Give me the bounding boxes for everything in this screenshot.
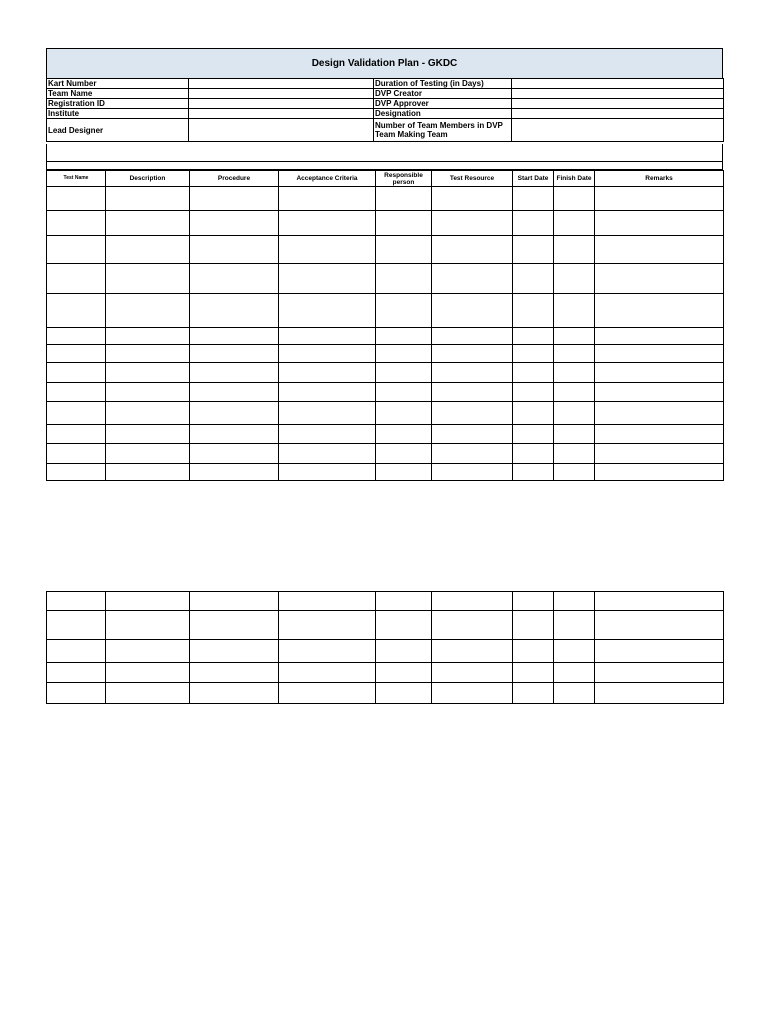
table-cell[interactable] [595,464,724,481]
team-name-label: Team Name [47,89,189,99]
table-cell[interactable] [279,444,376,464]
table-cell[interactable] [376,211,432,236]
table-cell[interactable] [279,663,376,683]
table-cell[interactable] [595,236,724,264]
table-cell[interactable] [279,345,376,363]
header-responsible-person: Responsible person [376,171,432,187]
table-cell[interactable] [513,383,554,402]
table-cell[interactable] [106,383,190,402]
table-cell[interactable] [513,444,554,464]
table-cell[interactable] [432,211,513,236]
table-cell[interactable] [47,402,106,425]
table-cell[interactable] [47,444,106,464]
table-cell[interactable] [376,402,432,425]
table-cell[interactable] [279,383,376,402]
table-cell[interactable] [106,211,190,236]
table-cell[interactable] [432,402,513,425]
info-row [47,109,724,119]
table-cell[interactable] [595,640,724,663]
table-cell[interactable] [106,640,190,663]
table-cell[interactable] [106,363,190,383]
table-cell[interactable] [190,640,279,663]
kart-number-value[interactable] [189,79,374,89]
table-row [47,444,724,464]
table-cell[interactable] [106,663,190,683]
table-cell[interactable] [279,328,376,345]
team-members-value[interactable] [512,119,724,142]
designation-value[interactable] [512,109,724,119]
table-row [47,294,724,328]
table-cell[interactable] [513,264,554,294]
table-cell[interactable] [432,363,513,383]
table-cell[interactable] [554,294,595,328]
table-cell[interactable] [432,444,513,464]
table-cell[interactable] [554,236,595,264]
table-cell[interactable] [47,328,106,345]
dvp-creator-value[interactable] [512,89,724,99]
dvp-approver-value[interactable] [512,99,724,109]
registration-id-label: Registration ID [47,99,189,109]
table-cell[interactable] [190,444,279,464]
table-cell[interactable] [595,345,724,363]
team-members-label: Number of Team Members in DVP Team Making Team [374,119,512,142]
table-cell[interactable] [376,363,432,383]
table-cell[interactable] [106,294,190,328]
table-cell[interactable] [554,345,595,363]
table-cell[interactable] [595,328,724,345]
blank-row [46,162,723,170]
table-cell[interactable] [47,464,106,481]
table-cell[interactable] [513,640,554,663]
table-cell[interactable] [513,611,554,640]
info-row [47,79,724,89]
info-row [47,99,724,109]
table-cell[interactable] [47,383,106,402]
table-cell[interactable] [47,363,106,383]
table-cell[interactable] [106,345,190,363]
registration-id-value[interactable] [189,99,374,109]
table-row [47,187,724,211]
table-cell[interactable] [554,402,595,425]
table-row [47,383,724,402]
table-cell[interactable] [376,464,432,481]
header-procedure: Procedure [190,171,279,187]
institute-value[interactable] [189,109,374,119]
test-table [46,170,723,481]
table-cell[interactable] [106,328,190,345]
table-cell[interactable] [595,264,724,294]
table-cell[interactable] [595,363,724,383]
table-cell[interactable] [513,663,554,683]
table-cell[interactable] [190,425,279,444]
table-cell[interactable] [47,663,106,683]
blank-row [46,144,723,162]
table-cell[interactable] [190,683,279,704]
table-cell[interactable] [554,211,595,236]
table-cell[interactable] [190,592,279,611]
table-cell[interactable] [513,236,554,264]
table-cell[interactable] [279,464,376,481]
table-cell[interactable] [554,663,595,683]
table-cell[interactable] [376,592,432,611]
table-cell[interactable] [47,640,106,663]
table-row [47,683,724,704]
designation-label: Designation [374,109,512,119]
test-table-continued [46,591,723,704]
table-cell[interactable] [513,363,554,383]
table-cell[interactable] [376,345,432,363]
table-cell[interactable] [47,236,106,264]
team-name-value[interactable] [189,89,374,99]
table-cell[interactable] [432,328,513,345]
table-cell[interactable] [106,592,190,611]
table-cell[interactable] [376,611,432,640]
table-row [47,663,724,683]
table-cell[interactable] [190,402,279,425]
header-description: Description [106,171,190,187]
table-cell[interactable] [47,211,106,236]
table-row [47,640,724,663]
table-cell[interactable] [47,611,106,640]
table-cell[interactable] [376,383,432,402]
table-cell[interactable] [432,464,513,481]
table-row [47,345,724,363]
table-cell[interactable] [513,402,554,425]
table-cell[interactable] [432,236,513,264]
table-cell[interactable] [595,592,724,611]
institute-label: Institute [47,109,189,119]
table-cell[interactable] [513,294,554,328]
table-cell[interactable] [595,383,724,402]
table-cell[interactable] [554,683,595,704]
lead-designer-label: Lead Designer [47,119,189,142]
table-cell[interactable] [106,187,190,211]
table-row [47,464,724,481]
document-title: Design Validation Plan - GKDC [46,48,723,79]
table-cell[interactable] [595,663,724,683]
table-cell[interactable] [432,345,513,363]
table-cell[interactable] [279,425,376,444]
table-cell[interactable] [376,683,432,704]
table-cell[interactable] [432,383,513,402]
header-acceptance-criteria: Acceptance Criteria [279,171,376,187]
table-row [47,328,724,345]
table-cell[interactable] [279,402,376,425]
table-cell[interactable] [376,294,432,328]
table-cell[interactable] [554,264,595,294]
table-cell[interactable] [513,464,554,481]
table-cell[interactable] [47,425,106,444]
table-cell[interactable] [106,402,190,425]
table-cell[interactable] [595,611,724,640]
table-cell[interactable] [106,425,190,444]
table-cell[interactable] [432,264,513,294]
table-row [47,402,724,425]
table-cell[interactable] [513,187,554,211]
table-cell[interactable] [47,187,106,211]
table-cell[interactable] [595,211,724,236]
table-cell[interactable] [47,345,106,363]
info-row [47,89,724,99]
table-cell[interactable] [432,611,513,640]
table-cell[interactable] [595,425,724,444]
table-cell[interactable] [432,663,513,683]
table-cell[interactable] [279,264,376,294]
header-finish-date: Finish Date [554,171,595,187]
table-cell[interactable] [279,211,376,236]
table-cell[interactable] [279,294,376,328]
table-cell[interactable] [279,236,376,264]
table-cell[interactable] [376,663,432,683]
table-cell[interactable] [376,187,432,211]
table-cell[interactable] [279,640,376,663]
table-row [47,592,724,611]
table-cell[interactable] [513,328,554,345]
table-cell[interactable] [554,611,595,640]
table-cell[interactable] [106,444,190,464]
table-cell[interactable] [432,187,513,211]
table-cell[interactable] [513,592,554,611]
table-cell[interactable] [376,328,432,345]
table-cell[interactable] [554,592,595,611]
table-cell[interactable] [190,211,279,236]
table-cell[interactable] [595,444,724,464]
table-cell[interactable] [432,592,513,611]
table-row [47,425,724,444]
header-start-date: Start Date [513,171,554,187]
table-cell[interactable] [190,383,279,402]
table-cell[interactable] [376,425,432,444]
table-cell[interactable] [595,402,724,425]
table-cell[interactable] [513,425,554,444]
table-cell[interactable] [47,592,106,611]
table-cell[interactable] [190,345,279,363]
table-row [47,211,724,236]
duration-label: Duration of Testing (in Days) [374,79,512,89]
table-cell[interactable] [513,211,554,236]
table-cell[interactable] [376,640,432,663]
table-cell[interactable] [432,425,513,444]
table-cell[interactable] [279,592,376,611]
table-cell[interactable] [513,683,554,704]
table-cell[interactable] [47,264,106,294]
header-test-resource: Test Resource [432,171,513,187]
table-cell[interactable] [279,363,376,383]
table-cell[interactable] [513,345,554,363]
dvp-creator-label: DVP Creator [374,89,512,99]
table-cell[interactable] [432,640,513,663]
table-cell[interactable] [554,328,595,345]
table-cell[interactable] [190,294,279,328]
table-cell[interactable] [106,611,190,640]
table-cell[interactable] [106,236,190,264]
table-cell[interactable] [554,187,595,211]
table-row [47,264,724,294]
table-row [47,363,724,383]
table-row [47,611,724,640]
table-cell[interactable] [554,383,595,402]
kart-number-label: Kart Number [47,79,189,89]
table-cell[interactable] [595,187,724,211]
header-test-name: Test Name [47,171,106,187]
table-cell[interactable] [279,611,376,640]
table-cell[interactable] [47,294,106,328]
table-cell[interactable] [432,683,513,704]
header-remarks: Remarks [595,171,724,187]
table-cell[interactable] [595,683,724,704]
info-block [46,78,723,142]
table-cell[interactable] [376,444,432,464]
table-cell[interactable] [554,640,595,663]
table-cell[interactable] [554,425,595,444]
table-cell[interactable] [190,611,279,640]
duration-value[interactable] [512,79,724,89]
header-row [47,171,724,187]
table-cell[interactable] [554,464,595,481]
table-cell[interactable] [554,444,595,464]
table-cell[interactable] [190,187,279,211]
table-cell[interactable] [190,236,279,264]
table-cell[interactable] [376,236,432,264]
table-cell[interactable] [279,187,376,211]
table-cell[interactable] [190,264,279,294]
dvp-approver-label: DVP Approver [374,99,512,109]
table-cell[interactable] [376,264,432,294]
info-row [47,119,724,142]
table-cell[interactable] [432,294,513,328]
table-cell[interactable] [190,464,279,481]
table-cell[interactable] [190,663,279,683]
table-cell[interactable] [106,464,190,481]
lead-designer-value[interactable] [189,119,374,142]
table-cell[interactable] [190,328,279,345]
table-cell[interactable] [554,363,595,383]
table-cell[interactable] [47,683,106,704]
table-cell[interactable] [595,294,724,328]
table-cell[interactable] [279,683,376,704]
table-cell[interactable] [106,683,190,704]
table-cell[interactable] [106,264,190,294]
table-row [47,236,724,264]
table-cell[interactable] [190,363,279,383]
